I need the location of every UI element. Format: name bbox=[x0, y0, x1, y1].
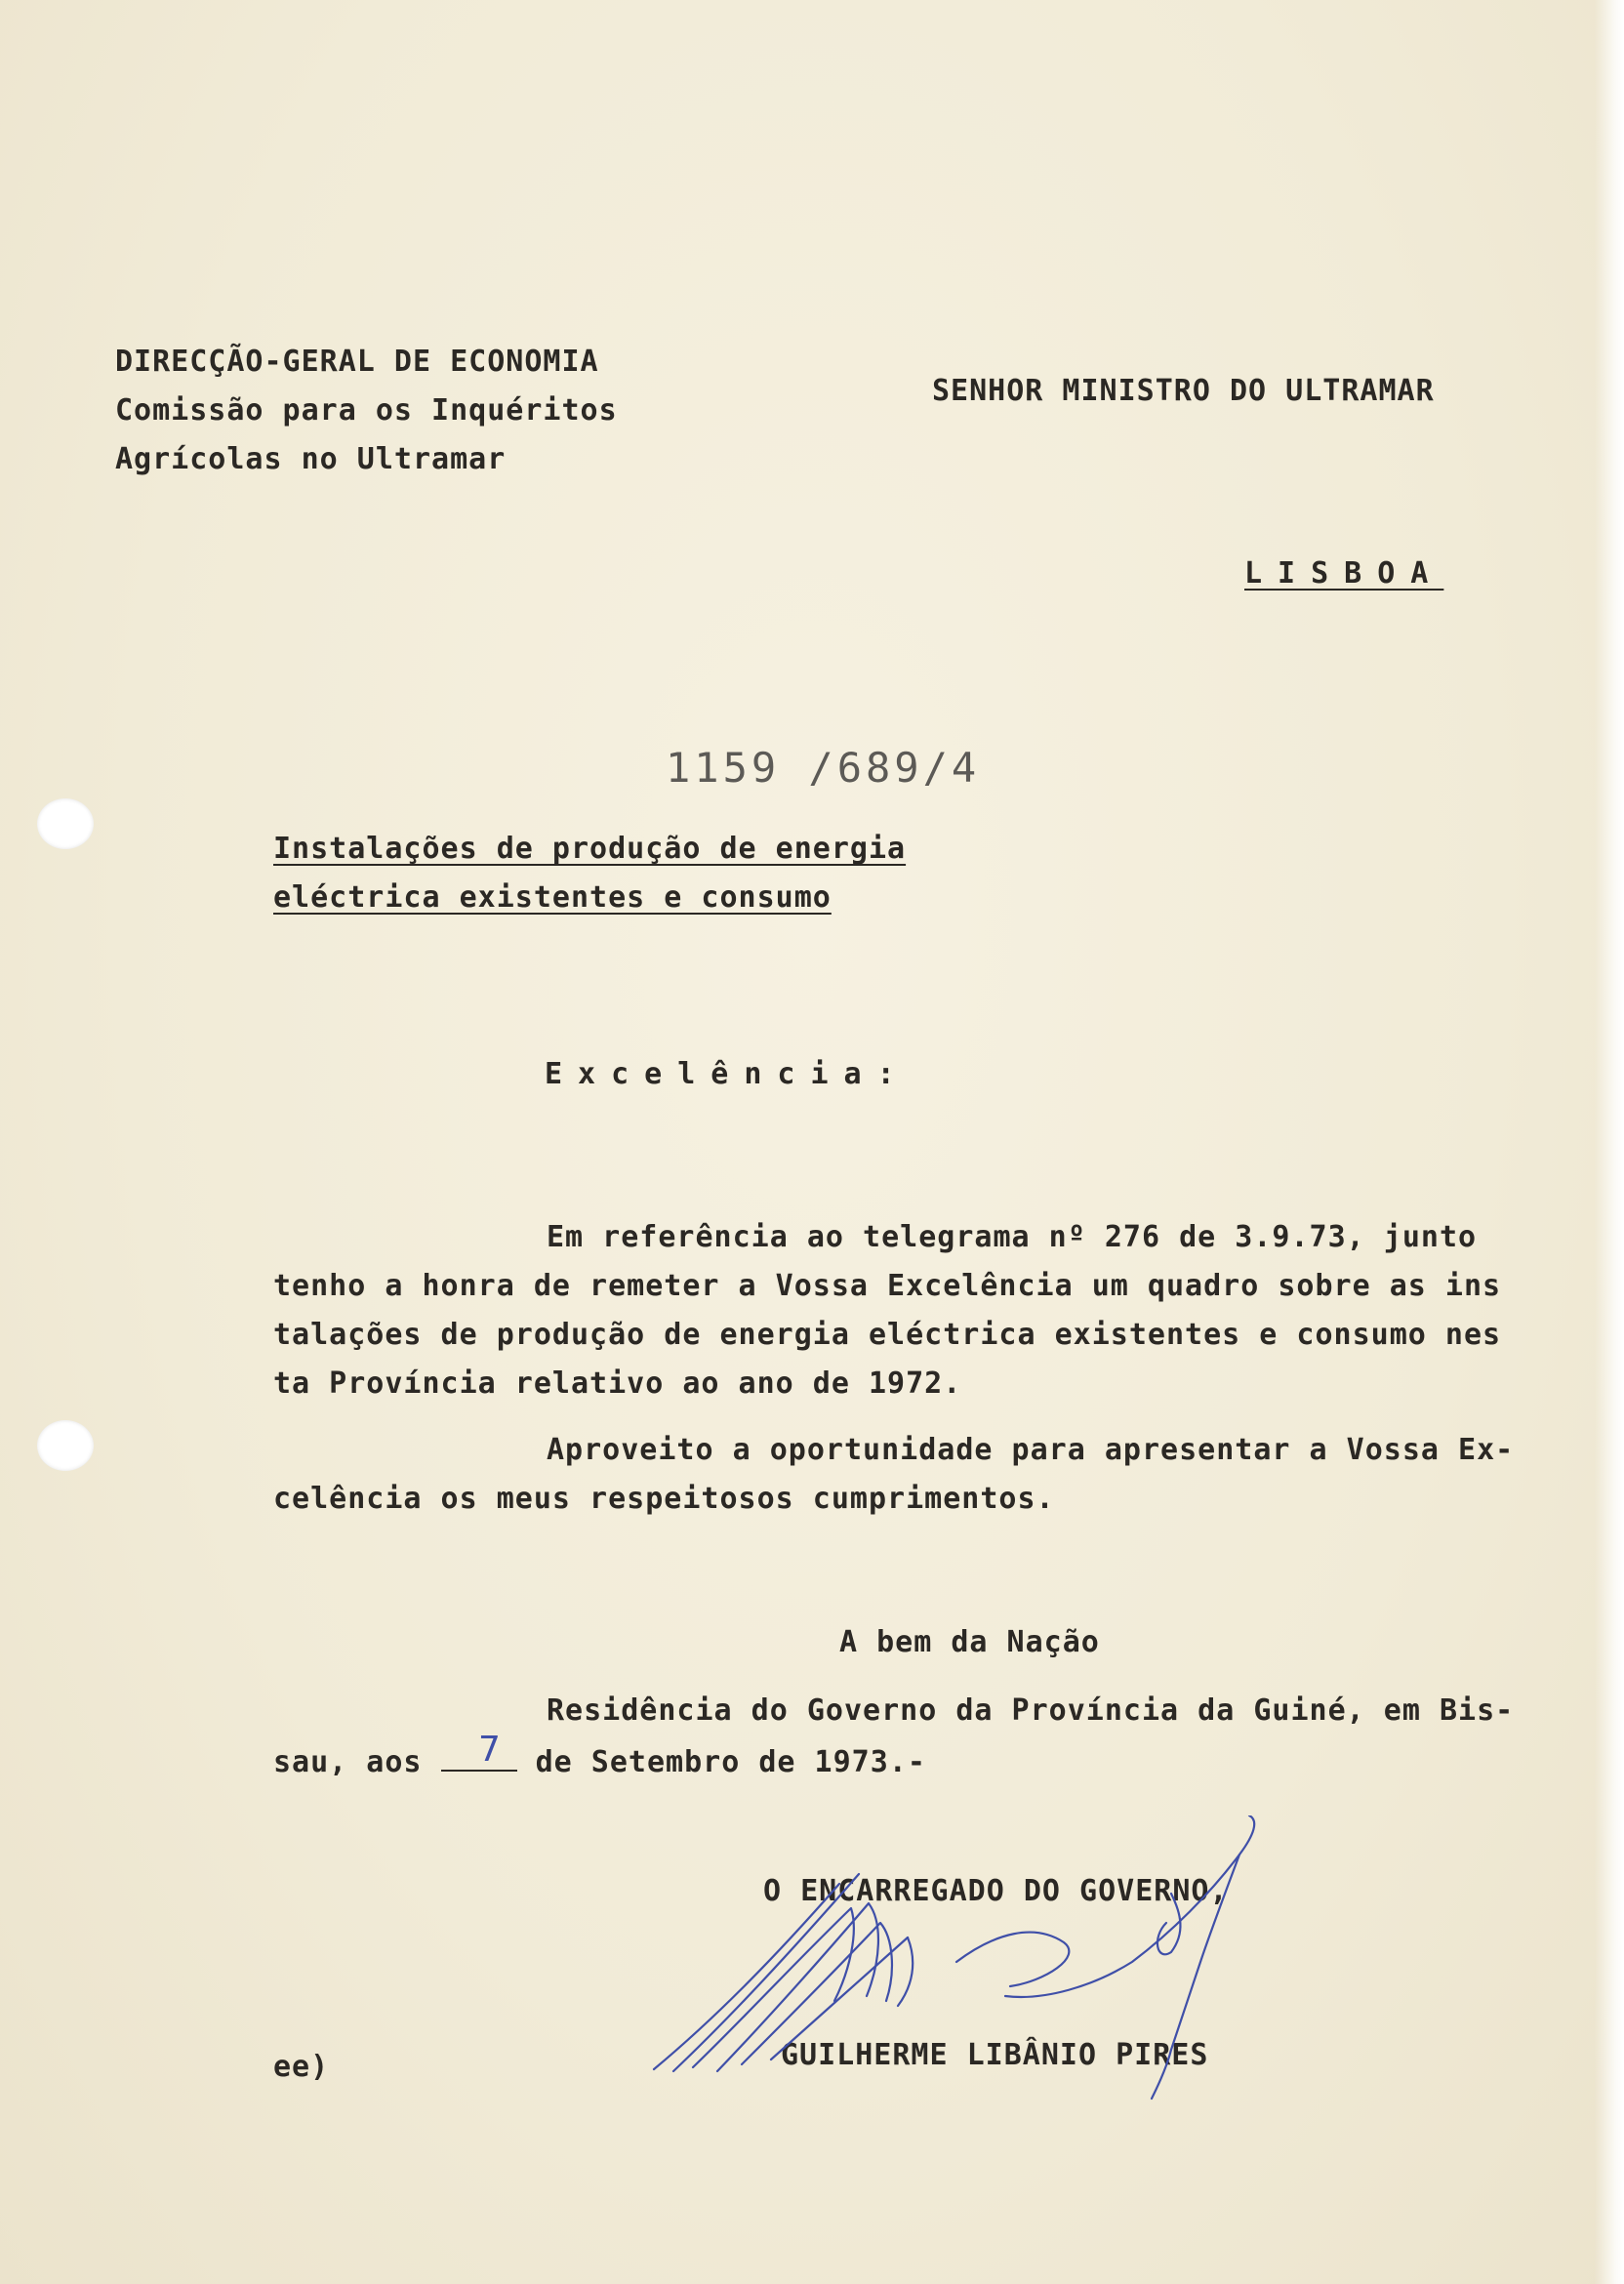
subject-line-1: Instalações de produção de energia bbox=[273, 832, 907, 866]
signatory-name: GUILHERME LIBÂNIO PIRES bbox=[781, 2038, 1209, 2072]
handwritten-signature bbox=[625, 1815, 1308, 2108]
body-p1-line-4: ta Província relativo ao ano de 1972. bbox=[273, 1366, 962, 1401]
body-p2-line-2: celência os meus respeitosos cumprimentos. bbox=[273, 1482, 1055, 1516]
body-p1-line-2: tenho a honra de remeter a Vossa Excelência um quadro sobre as ins bbox=[273, 1269, 1502, 1303]
punch-hole-top bbox=[37, 798, 94, 849]
sender-line-2: Comissão para os Inquéritos bbox=[115, 393, 618, 428]
closing-suffix: de Setembro de 1973.- bbox=[535, 1745, 926, 1779]
closing-prefix: sau, aos bbox=[273, 1745, 423, 1779]
subject-line-2: eléctrica existentes e consumo bbox=[273, 880, 832, 915]
body-p1-line-1: Em referência ao telegrama nº 276 de 3.9.73, junto bbox=[547, 1220, 1478, 1254]
reference-number: 1159 /689/4 bbox=[666, 744, 981, 792]
paper-edge bbox=[1595, 0, 1624, 2284]
sender-line-1: DIRECÇÃO-GERAL DE ECONOMIA bbox=[115, 345, 599, 379]
body-p2-line-1: Aproveito a oportunidade para apresentar a Vossa Ex- bbox=[547, 1433, 1515, 1467]
closing-place-line-2 bbox=[273, 1742, 926, 1779]
recipient-title: SENHOR MINISTRO DO ULTRAMAR bbox=[932, 374, 1435, 408]
handwritten-day: 7 bbox=[478, 1730, 501, 1770]
punch-hole-bottom bbox=[37, 1420, 94, 1471]
closing-motto: A bem da Nação bbox=[839, 1625, 1100, 1659]
body-p1-line-3: talações de produção de energia eléctrica existentes e consumo nes bbox=[273, 1318, 1502, 1352]
closing-place-line-1: Residência do Governo da Província da Guiné, em Bis- bbox=[547, 1693, 1515, 1728]
sender-line-3: Agrícolas no Ultramar bbox=[115, 442, 507, 476]
recipient-city: LISBOA bbox=[1244, 556, 1444, 591]
typist-initials: ee) bbox=[273, 2050, 330, 2084]
signatory-role: O ENCARREGADO DO GOVERNO, bbox=[763, 1874, 1229, 1908]
salutation: Excelência: bbox=[545, 1057, 911, 1091]
